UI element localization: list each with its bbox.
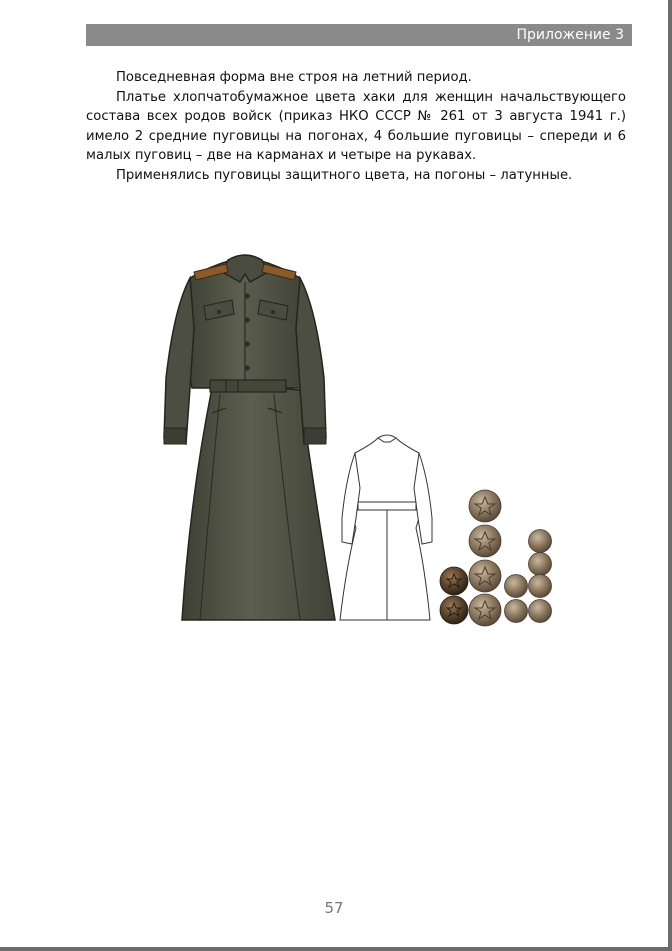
page-number: 57 bbox=[324, 899, 344, 917]
uniform-buttons bbox=[440, 490, 552, 626]
protective-color-buttons bbox=[440, 567, 468, 624]
dress-back-view-drawing bbox=[340, 435, 432, 620]
khaki-dress-drawing bbox=[164, 255, 335, 620]
header-bar bbox=[86, 24, 632, 46]
small-buttons bbox=[505, 530, 552, 623]
uniform-illustration bbox=[150, 238, 570, 628]
body-text bbox=[86, 68, 626, 185]
paragraph-1: Повседневная форма вне строя на летний период. bbox=[116, 70, 472, 85]
paragraph-2: Платье хлопчатобумажное цвета хаки для женщин начальствующего состава всех родов войск (приказ НКО СССР № 261 от 3 августа 1941 г.) имело 2 средние пуговицы на погонах, 4 большие пуговицы – спереди и 6 малых пуговиц – две на карманах и четыре на рукавах. bbox=[86, 89, 626, 163]
appendix-title: Приложение 3 bbox=[516, 27, 624, 43]
paragraph-3: Применялись пуговицы защитного цвета, на погоны – латунные. bbox=[116, 167, 573, 183]
